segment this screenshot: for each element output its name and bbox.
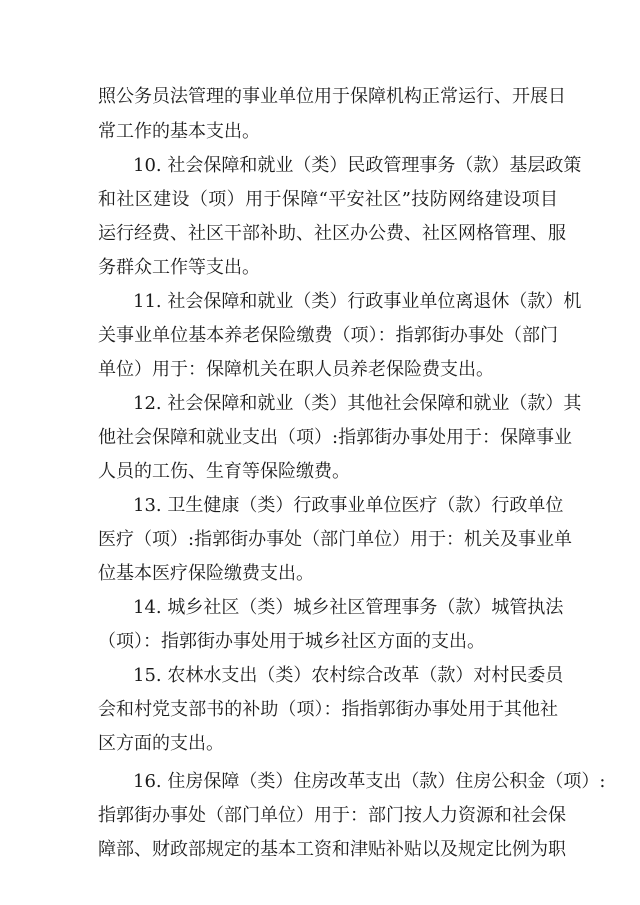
item-12-line-3: 人员的工伤、生育等保险缴费。 <box>98 461 350 482</box>
intro-line-2: 常工作的基本支出。 <box>98 121 260 142</box>
item-10-line-4: 务群众工作等支出。 <box>98 257 260 278</box>
item-11-line-3: 单位）用于：保障机关在职人员养老保险费支出。 <box>98 359 494 380</box>
item-13-line-3: 位基本医疗保险缴费支出。 <box>98 563 314 584</box>
item-15-line-2: 会和村党支部书的补助（项）：指指郭街办事处用于其他社 <box>98 699 558 720</box>
item-11-line-1: 11. 社会保障和就业（类）行政事业单位离退休（款）机 <box>133 291 582 312</box>
item-16-line-2: 指郭街办事处（部门单位）用于：部门按人力资源和社会保 <box>98 805 566 826</box>
item-10-line-3: 运行经费、社区干部补助、社区办公费、社区网格管理、服 <box>98 223 566 244</box>
item-13-line-2: 医疗（项）:指郭街办事处（部门单位）用于：机关及事业单 <box>98 529 573 550</box>
item-12-line-2: 他社会保障和就业支出（项）:指郭街办事处用于：保障事业 <box>98 427 573 448</box>
item-14-line-2: （项）：指郭街办事处用于城乡社区方面的支出。 <box>98 631 485 652</box>
item-11-line-2: 关事业单位基本养老保险缴费（项）：指郭街办事处（部门 <box>98 325 558 346</box>
item-10-line-1: 10. 社会保障和就业（类）民政管理事务（款）基层政策 <box>133 155 582 176</box>
item-12-line-1: 12. 社会保障和就业（类）其他社会保障和就业（款）其 <box>133 393 582 414</box>
item-16-line-1: 16. 住房保障（类）住房改革支出（款）住房公积金（项）: <box>133 771 606 792</box>
item-14-line-1: 14. 城乡社区（类）城乡社区管理事务（款）城管执法 <box>133 597 564 618</box>
intro-line-1: 照公务员法管理的事业单位用于保障机构正常运行、开展日 <box>98 86 566 107</box>
item-15-line-3: 区方面的支出。 <box>98 733 224 754</box>
item-13-line-1: 13. 卫生健康（类）行政事业单位医疗（款）行政单位 <box>133 495 564 516</box>
item-15-line-1: 15. 农林水支出（类）农村综合改革（款）对村民委员 <box>133 665 564 686</box>
item-16-line-3: 障部、财政部规定的基本工资和津贴补贴以及规定比例为职 <box>98 839 566 860</box>
item-10-line-2: 和社区建设（项）用于保障“平安社区”技防网络建设项目 <box>98 189 558 210</box>
